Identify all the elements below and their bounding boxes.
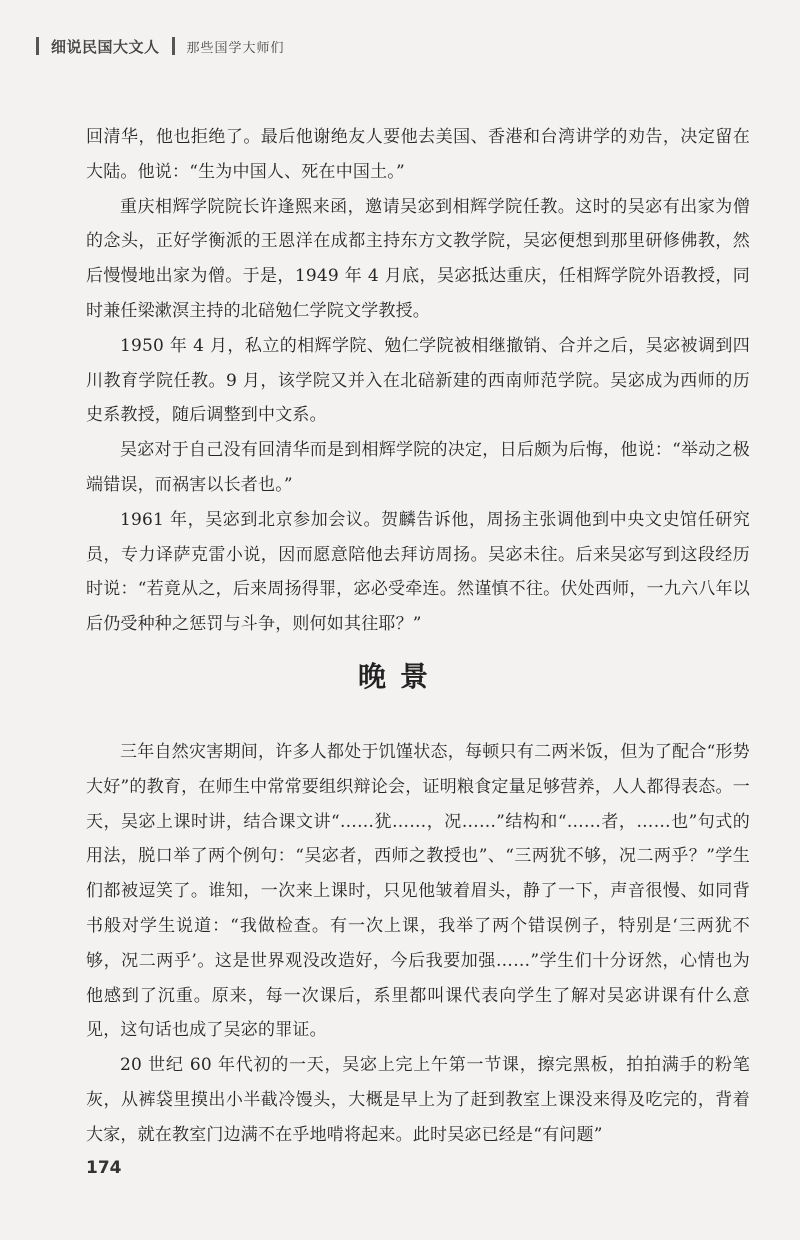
paragraph: 回清华，他也拒绝了。最后他谢绝友人要他去美国、香港和台湾讲学的劝告，决定留在大陆。他说：“生为中国人、死在中国土。” [86,127,750,182]
body-text-top [86,120,750,642]
section-title: 那些国学大师们 [186,40,285,56]
paragraph: 三年自然灾害期间，许多人都处于饥馑状态，每顿只有二两米饭，但为了配合“形势大好”的教育，在师生中常常要组织辩论会，证明粮食定量足够营养，人人都得表态。一天，吴宓上课时讲，结合课文讲“……犹……，况……”结构和“……者，……也”句式的用法，脱口举了两个例句：“吴宓者，西师之教授也”、“三两犹不够，况二两乎？”学生们都被逗笑了。谁知，一次来上课时，只见他皱着眉头，静了一下，声音很慢、如同背书般对学生说道：“我做检查。有一次上课，我举了两个错误例子，特别是‘三两犹不够，况二两乎’。这是世界观没改造好，今后我要加强……”学生们十分讶然，心情也为他感到了沉重。原来，每一次课后，系里都叫课代表向学生了解对吴宓讲课有什么意见，这句话也成了吴宓的罪证。 [86,742,750,1041]
header-divider [172,37,175,55]
paragraph: 20 世纪 60 年代初的一天，吴宓上完上午第一节课，擦完黑板，拍拍满手的粉笔灰，从裤袋里摸出小半截冷馒头，大概是早上为了赶到教室上课没来得及吃完的，背着大家，就在教室门边满不在乎地啃将起来。此时吴宓已经是“有问题” [86,1055,750,1145]
paragraph: 1961 年，吴宓到北京参加会议。贺麟告诉他，周扬主张调他到中央文史馆任研究员，专力译萨克雷小说，因而愿意陪他去拜访周扬。吴宓未往。后来吴宓写到这段经历时说：“若竟从之，后来周扬得罪，宓必受牵连。然谨慎不往。伏处西师，一九六八年以后仍受种种之惩罚与斗争，则何如其往耶？” [86,509,750,635]
paragraph: 重庆相辉学院院长许逢熙来函，邀请吴宓到相辉学院任教。这时的吴宓有出家为僧的念头，正好学衡派的王恩洋在成都主持东方文教学院，吴宓便想到那里研修佛教，然后慢慢地出家为僧。于是，1949 年 4 月底，吴宓抵达重庆，任相辉学院外语教授，同时兼任梁漱溟主持的北碚勉仁学院文学教授。 [86,196,750,321]
running-header [36,30,285,62]
header-divider [36,37,39,55]
paragraph: 吴宓对于自己没有回清华而是到相辉学院的决定，日后颇为后悔，他说：“举动之极端错误，而祸害以长者也。” [86,440,750,495]
paragraph: 1950 年 4 月，私立的相辉学院、勉仁学院被相继撤销、合并之后，吴宓被调到四川教育学院任教。9 月，该学院又并入在北碚新建的西南师范学院。吴宓成为西师的历史系教授，随后调整到中文系。 [86,335,750,426]
chapter-heading: 晚景 [357,660,442,693]
book-title: 细说民国大文人 [51,37,160,56]
body-text-bottom [86,735,750,1153]
page-number: 174 [86,1158,122,1178]
